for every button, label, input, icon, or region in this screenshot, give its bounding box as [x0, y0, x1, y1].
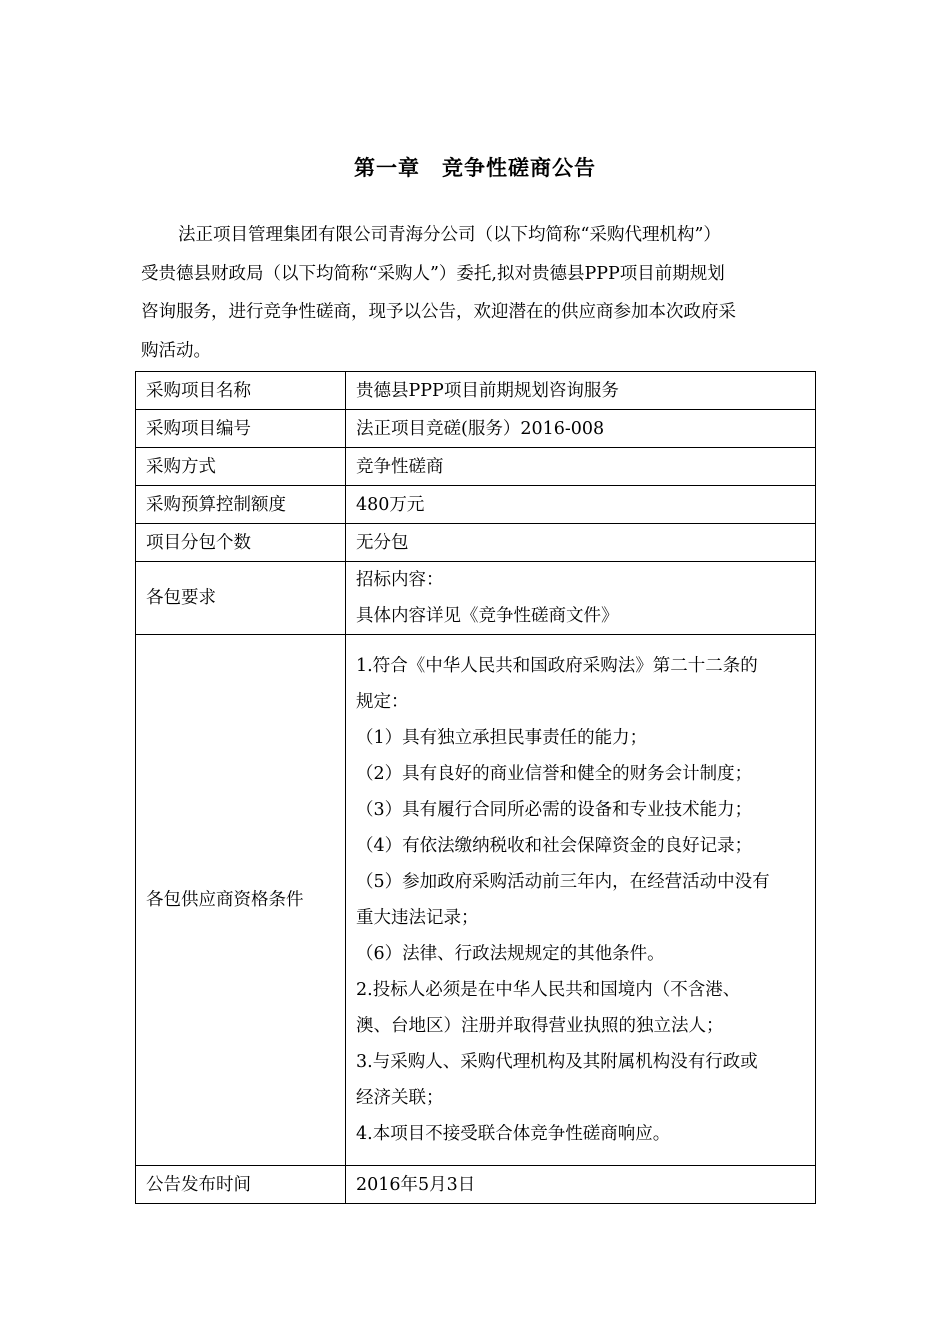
- value-line: 重大违法记录；: [356, 908, 479, 928]
- value-line: 具体内容详见《竞争性磋商文件》: [356, 606, 619, 626]
- value-line: 3.与采购人、采购代理机构及其附属机构没有行政或: [356, 1052, 758, 1072]
- intro-line: 咨询服务，进行竞争性磋商，现予以公告，欢迎潜在的供应商参加本次政府采: [141, 302, 736, 322]
- value-line: （4）有依法缴纳税收和社会保障资金的良好记录；: [356, 836, 753, 856]
- table-row: [136, 486, 816, 524]
- row-value-package-requirements: [346, 562, 816, 635]
- intro-line: 购活动。: [141, 340, 211, 361]
- value-line: 竞争性磋商: [356, 456, 444, 477]
- value-line: 经济关联；: [356, 1088, 444, 1108]
- procurement-info-table: [135, 371, 816, 1204]
- intro-line: 受贵德县财政局（以下均简称“采购人”）委托,拟对贵德县PPP项目前期规划: [141, 263, 725, 284]
- table-row: [136, 448, 816, 486]
- row-value-publish-date: [346, 1166, 816, 1204]
- value-line: 贵德县PPP项目前期规划咨询服务: [356, 380, 619, 401]
- row-value-supplier-qualifications: [346, 635, 816, 1166]
- chapter-title: 第一章 竞争性磋商公告: [354, 156, 596, 180]
- value-line: 2.投标人必须是在中华人民共和国境内（不含港、: [356, 980, 741, 1000]
- row-value-procurement-method: [346, 448, 816, 486]
- row-label-supplier-qualifications: 各包供应商资格条件: [136, 635, 346, 1166]
- value-line: （5）参加政府采购活动前三年内，在经营活动中没有: [356, 872, 770, 892]
- table-row: [136, 410, 816, 448]
- value-line: 480万元: [356, 494, 425, 515]
- table-row: [136, 562, 816, 635]
- value-line: 法正项目竞磋(服务）2016-008: [356, 418, 605, 439]
- row-label-package-count: 项目分包个数: [136, 524, 346, 562]
- value-line: （2）具有良好的商业信誉和健全的财务会计制度；: [356, 764, 753, 784]
- value-line: 招标内容：: [356, 570, 444, 590]
- value-line: 2016年5月3日: [356, 1174, 476, 1195]
- row-label-publish-date: 公告发布时间: [136, 1166, 346, 1204]
- value-line: 4.本项目不接受联合体竞争性磋商响应。: [356, 1124, 671, 1144]
- row-value-project-number: [346, 410, 816, 448]
- value-line: 1.符合《中华人民共和国政府采购法》第二十二条的: [356, 656, 758, 676]
- table-row: [136, 1166, 816, 1204]
- row-label-project-number: 采购项目编号: [136, 410, 346, 448]
- value-line: （3）具有履行合同所必需的设备和专业技术能力；: [356, 800, 753, 820]
- value-line: 无分包: [356, 532, 409, 553]
- value-line: 澳、台地区）注册并取得营业执照的独立法人；: [356, 1016, 724, 1036]
- row-label-project-name: 采购项目名称: [136, 372, 346, 410]
- intro-paragraph: [141, 216, 813, 370]
- table-row: [136, 372, 816, 410]
- value-line: 规定：: [356, 692, 409, 712]
- table-row: [136, 524, 816, 562]
- value-line: （1）具有独立承担民事责任的能力；: [356, 728, 648, 748]
- row-value-package-count: [346, 524, 816, 562]
- table-row: [136, 635, 816, 1166]
- row-value-budget: [346, 486, 816, 524]
- intro-line: 法正项目管理集团有限公司青海分公司（以下均简称“采购代理机构”）: [178, 225, 721, 245]
- row-label-budget: 采购预算控制额度: [136, 486, 346, 524]
- value-line: （6）法律、行政法规规定的其他条件。: [356, 944, 665, 964]
- row-label-package-requirements: 各包要求: [136, 562, 346, 635]
- row-label-procurement-method: 采购方式: [136, 448, 346, 486]
- row-value-project-name: [346, 372, 816, 410]
